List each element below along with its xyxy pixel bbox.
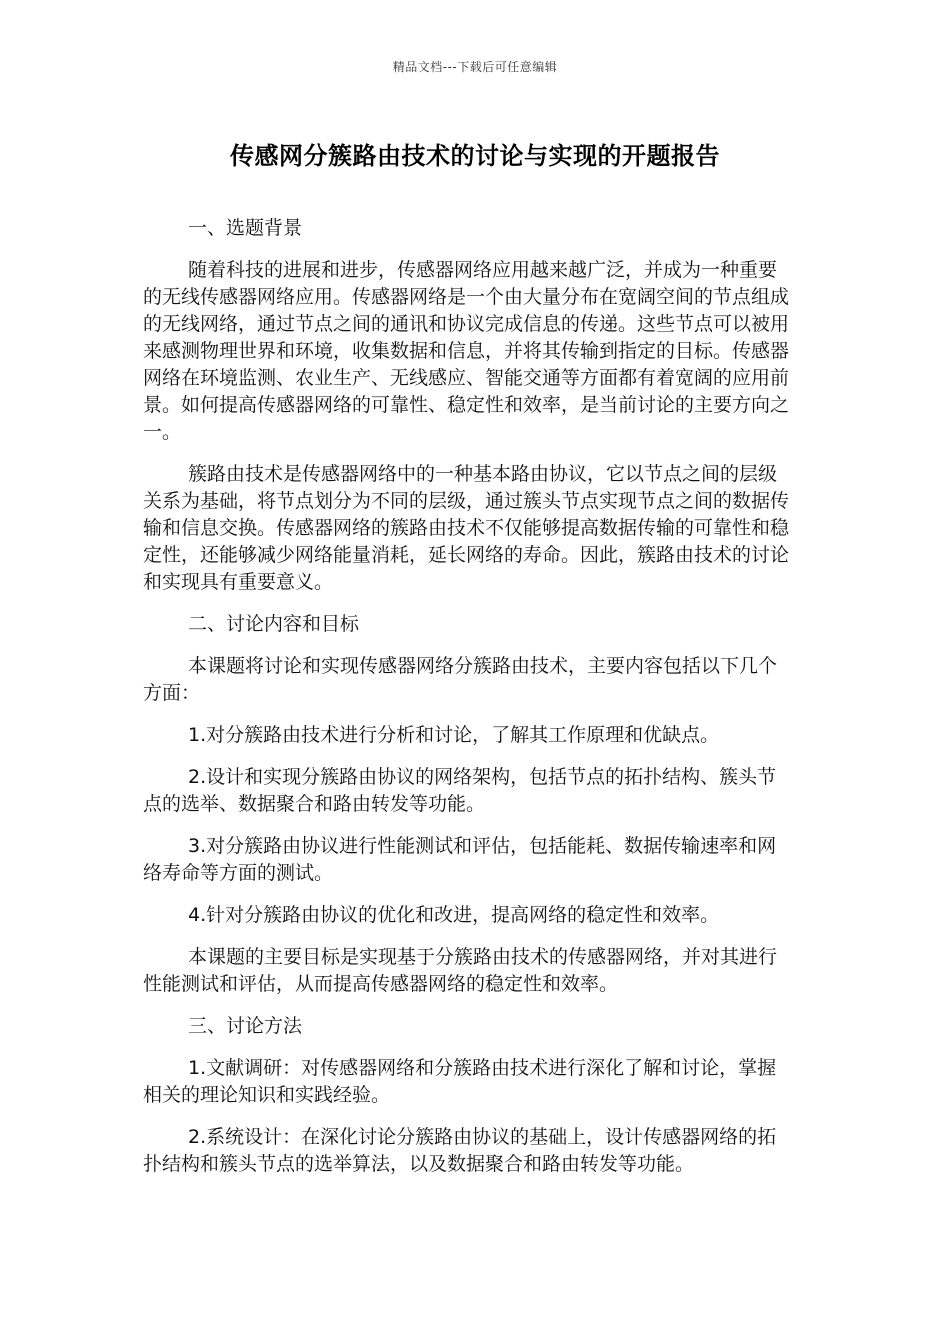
list-item: 2.系统设计：在深化讨论分簇路由协议的基础上，设计传感器网络的拓扑结构和簇头节点的选举算法，以及数据聚合和路由转发等功能。 [143,1126,777,1175]
list-item: 1.文献调研：对传感器网络和分簇路由技术进行深化了解和讨论，掌握相关的理论知识和实践经验。 [143,1057,777,1106]
section-heading-content-goals: 二、讨论内容和目标 [188,613,360,635]
paragraph: 随着科技的进展和进步，传感器网络应用越来越广泛，并成为一种重要的无线传感器网络应用。传感器网络是一个由大量分布在宽阔空间的节点组成的无线网络，通过节点之间的通讯和协议完成信息的传递。这些节点可以被用来感测物理世界和环境，收集数据和信息，并将其传输到指定的目标。传感器网络在环境监测、农业生产、无线感应、智能交通等方面都有着宽阔的应用前景。如何提高传感器网络的可靠性、稳定性和效率，是当前讨论的主要方向之一。 [143,259,790,443]
list-item: 3.对分簇路由协议进行性能测试和评估，包括能耗、数据传输速率和网络寿命等方面的测试。 [143,835,777,884]
list-item: 1.对分簇路由技术进行分析和讨论，了解其工作原理和优缺点。 [188,724,720,746]
section-heading-background: 一、选题背景 [188,217,303,239]
paragraph: 本课题的主要目标是实现基于分簇路由技术的传感器网络，并对其进行性能测试和评估，从而提高传感器网络的稳定性和效率。 [143,946,778,995]
list-item: 4.针对分簇路由协议的优化和改进，提高网络的稳定性和效率。 [188,904,720,926]
section-heading-methods: 三、讨论方法 [188,1015,303,1037]
document-body [143,215,793,1193]
document-title: 传感网分簇路由技术的讨论与实现的开题报告 [230,142,720,170]
list-item: 2.设计和实现分簇路由协议的网络架构，包括节点的拓扑结构、簇头节点的选举、数据聚合和路由转发等功能。 [143,766,777,815]
watermark-header: 精品文档---下载后可任意编辑 [392,60,558,74]
paragraph: 簇路由技术是传感器网络中的一种基本路由协议，它以节点之间的层级关系为基础，将节点划分为不同的层级，通过簇头节点实现节点之间的数据传输和信息交换。传感器网络的簇路由技术不仅能够提高数据传输的可靠性和稳定性，还能够减少网络能量消耗，延长网络的寿命。因此，簇路由技术的讨论和实现具有重要意义。 [143,463,790,593]
paragraph: 本课题将讨论和实现传感器网络分簇路由技术，主要内容包括以下几个方面： [143,655,778,704]
